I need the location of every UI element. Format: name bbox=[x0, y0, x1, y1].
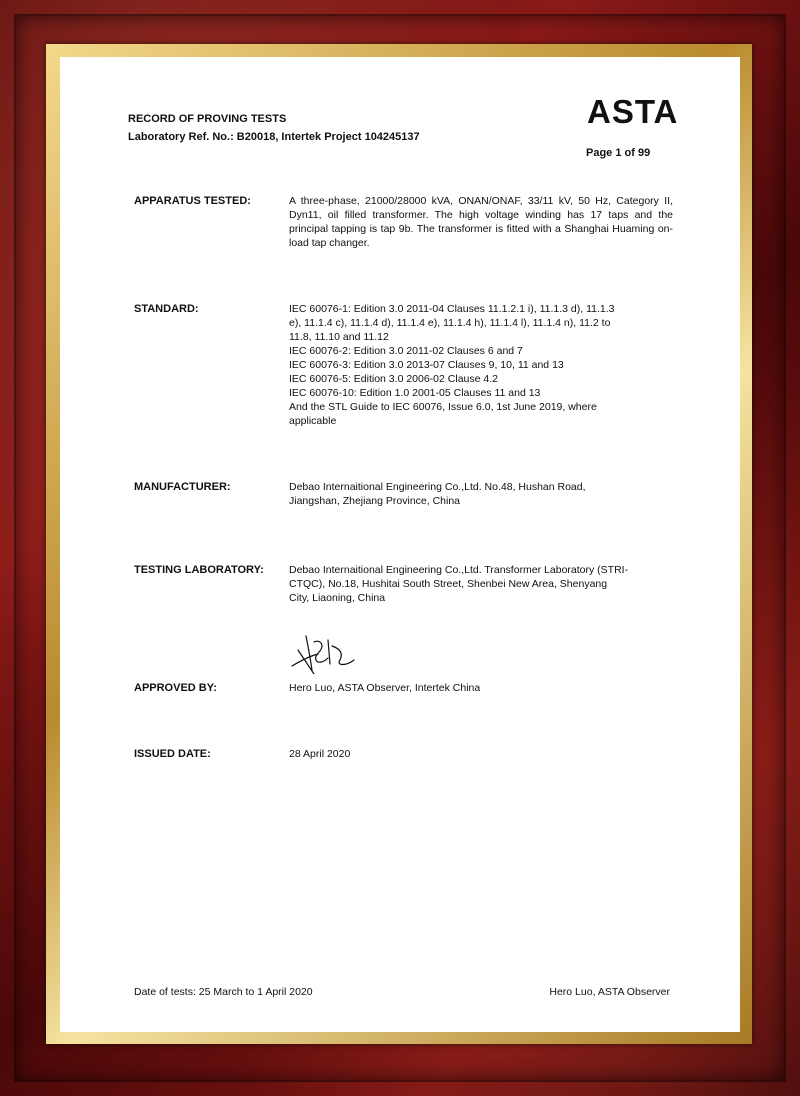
document-title: RECORD OF PROVING TESTS bbox=[128, 113, 287, 125]
apparatus-label: APPARATUS TESTED: bbox=[134, 195, 251, 207]
manufacturer-line: Jiangshan, Zhejiang Province, China bbox=[289, 495, 461, 507]
standard-value bbox=[289, 302, 673, 428]
signature bbox=[288, 630, 358, 674]
standard-line: applicable bbox=[289, 415, 337, 427]
testing-lab-line: Debao Internaitional Engineering Co.,Ltd. Transformer Laboratory (STRI- bbox=[289, 564, 629, 576]
testing-lab-line: City, Liaoning, China bbox=[289, 592, 386, 604]
manufacturer-line: Debao Internaitional Engineering Co.,Ltd. No.48, Hushan Road, bbox=[289, 481, 586, 493]
testing-lab-value bbox=[289, 563, 673, 605]
apparatus-value: A three-phase, 21000/28000 kVA, ONAN/ONAF, 33/11 kV, 50 Hz, Category II, Dyn11, oil filled transformer. The high voltage winding has 17 taps and the principal tapping is tap 9b. The transformer is fitted with a Shanghai Huaming on-load tap changer. bbox=[289, 195, 673, 249]
standard-line: IEC 60076-10: Edition 1.0 2001-05 Clauses 11 and 13 bbox=[289, 387, 541, 399]
standard-line: IEC 60076-3: Edition 3.0 2013-07 Clauses 9, 10, 11 and 13 bbox=[289, 359, 564, 371]
laboratory-reference: Laboratory Ref. No.: B20018, Intertek Project 104245137 bbox=[128, 131, 420, 143]
page-number: Page 1 of 99 bbox=[586, 147, 651, 159]
testing-lab-label: TESTING LABORATORY: bbox=[134, 564, 264, 576]
approved-value: Hero Luo, ASTA Observer, Intertek China bbox=[289, 682, 481, 694]
standard-line: 11.8, 11.10 and 11.12 bbox=[289, 331, 389, 343]
standard-label: STANDARD: bbox=[134, 303, 199, 315]
certificate-paper bbox=[60, 57, 740, 1032]
issued-label: ISSUED DATE: bbox=[134, 748, 211, 760]
standard-line: e), 11.1.4 c), 11.1.4 d), 11.1.4 e), 11.1.4 h), 11.1.4 l), 11.1.4 n), 11.2 to bbox=[289, 317, 611, 329]
manufacturer-label: MANUFACTURER: bbox=[134, 481, 231, 493]
standard-line: IEC 60076-2: Edition 3.0 2011-02 Clauses 6 and 7 bbox=[289, 345, 523, 357]
standard-line: And the STL Guide to IEC 60076, Issue 6.0, 1st June 2019, where bbox=[289, 401, 597, 413]
manufacturer-value bbox=[289, 480, 673, 508]
asta-logo: ASTA bbox=[587, 93, 679, 130]
approved-label: APPROVED BY: bbox=[134, 682, 217, 694]
standard-line: IEC 60076-5: Edition 3.0 2006-02 Clause 4.2 bbox=[289, 373, 498, 385]
footer-test-dates: Date of tests: 25 March to 1 April 2020 bbox=[134, 986, 313, 998]
standard-line: IEC 60076-1: Edition 3.0 2011-04 Clauses 11.1.2.1 i), 11.1.3 d), 11.1.3 bbox=[289, 303, 615, 315]
footer-observer: Hero Luo, ASTA Observer bbox=[549, 986, 670, 998]
testing-lab-line: CTQC), No.18, Hushitai South Street, Shenbei New Area, Shenyang bbox=[289, 578, 608, 590]
issued-value: 28 April 2020 bbox=[289, 748, 351, 760]
